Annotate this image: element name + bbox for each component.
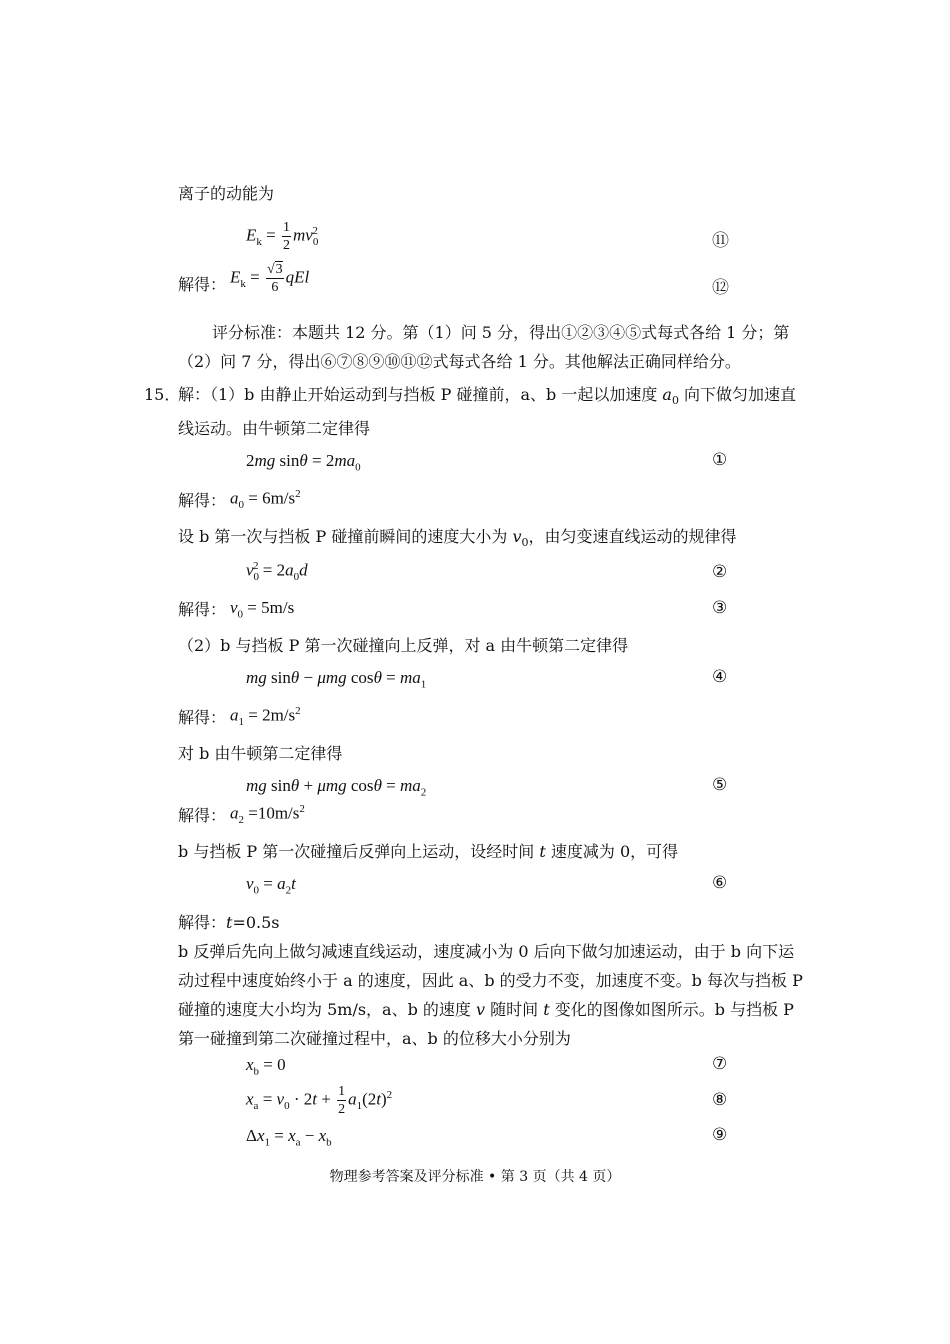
equation-kinetic-energy: $E_k$ = $\frac{1}{2}$ $mv_0^2$ (246, 220, 319, 253)
equation-number: ⑥ (712, 873, 728, 893)
paragraph: b 反弹后先向上做匀减速直线运动，速度减小为 0 后向下做匀加速运动，由于 b 向下运动过程中速度始终小于 a 的速度，因此 a、b 的受力不变，加速度不变。b 每次与挡板 P 碰撞的速度大小均为 5m/s，a、b 的速度 v 随时间 t 变化的图像如图所示。b 与挡板 P 第一碰撞到第二次碰撞过程中，a、b 的位移大小分别为 (178, 942, 803, 1048)
equation-result-a2: $a_2 =10m/s^2$ (230, 803, 305, 827)
text-line: 解得： (178, 275, 227, 294)
equation-number: ④ (712, 667, 728, 687)
equation-v0-a2t: $v_0 = a_2t$ (246, 874, 296, 897)
equation-xb: $x_b = 0$ (246, 1055, 286, 1078)
equation-number: ⑨ (712, 1125, 728, 1145)
equation-result-a1: $a_1 = 2m/s^2$ (230, 705, 301, 729)
text-line: 线运动。由牛顿第二定律得 (178, 419, 371, 438)
equation-newton-2-a: mg sinθ − μmg $\cos\theta = ma_1$ (246, 668, 427, 691)
equation-result-ek: $E_k$ = $\frac{√3}{6}$ qEl (230, 262, 310, 295)
question-number: 15． (144, 385, 181, 404)
equation-number: ⑦ (712, 1054, 728, 1074)
equation-xa: $x_a = v_0 \cdot 2t$ + $\frac{1}{2}$ $a_1(2t)^2$ (246, 1084, 393, 1117)
text-line: b 与挡板 P 第一次碰撞后反弹向上运动，设经时间 t 速度减为 0，可得 (178, 842, 679, 861)
equation-number: ② (712, 562, 728, 582)
equation-number: ③ (712, 598, 728, 618)
equation-newton-2-b: mg sinθ + μmg $\cos\theta = ma_2$ (246, 776, 427, 799)
text-line: 解得： (178, 491, 227, 510)
equation-number: ⑫ (712, 278, 729, 298)
equation-number: ⑤ (712, 775, 728, 795)
text-line: （2）b 与挡板 P 第一次碰撞向上反弹，对 a 由牛顿第二定律得 (178, 636, 629, 655)
equation-kinematics: $v_0^2 = 2a_0d$ (246, 560, 308, 584)
equation-result-v0: $v_0 = 5m/s$ (230, 598, 295, 621)
scoring-criteria: 评分标准：本题共 12 分。第（1）问 5 分，得出①②③④⑤式每式各给 1 分；第（2）问 7 分，得出⑥⑦⑧⑨⑩⑪⑫式每式各给 1 分。其他解法正确同样给分。 (178, 323, 790, 371)
text-line: 解：（1）b 由静止开始运动到与挡板 P 碰撞前，a、b 一起以加速度 $a_0$ 向下做匀加速直 (178, 385, 797, 408)
equation-result-a0: $a_0 = 6m/s^2$ (230, 488, 301, 512)
text-line: 解得： (178, 806, 227, 825)
text-line: 设 b 第一次与挡板 P 碰撞前瞬间的速度大小为 $v_0$，由匀变速直线运动的规律得 (178, 527, 737, 550)
equation-number: ① (712, 450, 728, 470)
equation-newton-2-ab: 2mg $\sin\theta = 2ma_0$ (246, 451, 361, 474)
text-line: 解得： (178, 600, 227, 619)
text-line: 对 b 由牛顿第二定律得 (178, 744, 343, 763)
equation-number: ⑪ (712, 231, 729, 251)
equation-number: ⑧ (712, 1090, 728, 1110)
text-line: 离子的动能为 (178, 184, 275, 203)
page-footer: 物理参考答案及评分标准 • 第 3 页（共 4 页） (329, 1169, 621, 1185)
equation-delta-x1: $\Delta x_1 = x_a - x_b$ (246, 1126, 332, 1149)
text-line: 解得： (178, 708, 227, 727)
text-line: 解得：t=0.5s (178, 913, 280, 932)
